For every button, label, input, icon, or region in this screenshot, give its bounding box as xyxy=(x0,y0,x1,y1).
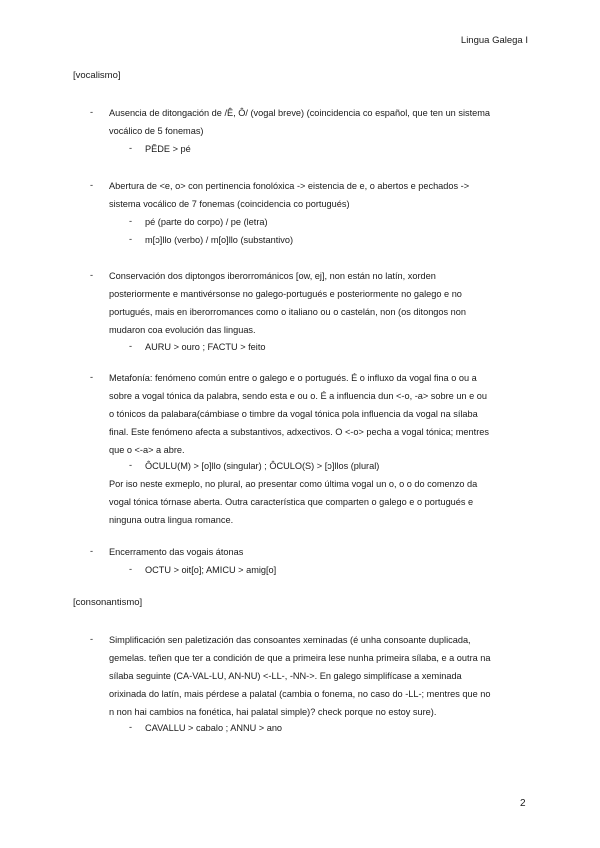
text-line: Ausencia de ditongación de /Ê, Ô/ (vogal breve) (coincidencia co español, que ten un sistema xyxy=(109,108,490,118)
example-line: pé (parte do corpo) / pe (letra) xyxy=(145,217,268,227)
text-line: ninguna outra lingua romance. xyxy=(109,515,234,525)
text-line: Simplificación sen paletización das consoantes xeminadas (é unha consoante duplicada, xyxy=(109,635,471,645)
text-line: sílaba seguinte (CA-VAL-LU, AN-NU) <-LL-, -NN->. En galego simplifícase a xeminada xyxy=(109,671,462,681)
text-line: Por iso neste exmeplo, no plural, ao presentar como última vogal un o, o o do comenzo da xyxy=(109,479,478,489)
list-item-text xyxy=(109,104,527,140)
example-line: AURU > ouro ; FACTU > feito xyxy=(145,342,266,352)
list-item-text xyxy=(109,177,527,213)
text-line: o tónicos da palabara(cámbiase o timbre da vogal tónica pola influencia da vogal na sílaba xyxy=(109,409,478,419)
text-line: sobre a vogal tónica da palabra, sendo esta e ou o. É a influencia dun <-o, -a> sobre un e ou xyxy=(109,391,487,401)
example-line: m[ɔ]llo (verbo) / m[o]llo (substantivo) xyxy=(145,235,294,245)
text-line: Metafonía: fenómeno común entre o galego e o portugués. É o influxo da vogal fina o ou a xyxy=(109,373,477,383)
list-item-text xyxy=(109,631,527,721)
sub-bullet-dash: - xyxy=(129,564,133,574)
list-item-text xyxy=(109,369,527,459)
text-line: gemelas. teñen que ter a condición de que a primeira lese nunha primeira sílaba, e a outra na xyxy=(109,653,491,663)
bullet-dash: - xyxy=(90,180,94,190)
sub-bullet-dash: - xyxy=(129,143,133,153)
example-line: OCTU > oit[o]; AMICU > amig[o] xyxy=(145,565,277,575)
text-line: Encerramento das vogais átonas xyxy=(109,547,244,557)
section-title-vocalismo: [vocalismo] xyxy=(73,70,121,81)
bullet-dash: - xyxy=(90,270,94,280)
continuation-paragraph xyxy=(109,475,527,529)
text-line: Abertura de <e, o> con pertinencia fonolóxica -> eistencia de e, o abertos e pechados -> xyxy=(109,181,470,191)
text-line: n non hai cambios na fonética, hai palatal simple)? check porque no estoy sure). xyxy=(109,707,437,717)
sub-bullet-dash: - xyxy=(129,341,133,351)
example-line: PĔDE > pé xyxy=(145,144,191,154)
text-line: Conservación dos diptongos iberorrománicos [ow, ej], non están no latín, xorden xyxy=(109,271,436,281)
text-line: portugués, mais en iberorromances como o italiano ou o castelán, non (os ditongos non xyxy=(109,307,466,317)
bullet-dash: - xyxy=(90,634,94,644)
page-number: 2 xyxy=(520,798,526,809)
text-line: orixinada do latín, mais pérdese a palatal (cambia o fonema, no caso do -LL-; mentres que no xyxy=(109,689,491,699)
bullet-dash: - xyxy=(90,372,94,382)
text-line: posteriormente e mantivérsonse no galego-portugués e posteriormente no galego e no xyxy=(109,289,462,299)
list-item-text xyxy=(109,543,527,561)
sub-bullet-dash: - xyxy=(129,460,133,470)
text-line: mudaron coa evolución das linguas. xyxy=(109,325,256,335)
text-line: final. Este fenómeno afecta a substantivos, adxectivos. O <-o> pecha a vogal tónica; mentres xyxy=(109,427,489,437)
text-line: que o <-a> a abre. xyxy=(109,445,185,455)
sub-bullet-dash: - xyxy=(129,234,133,244)
bullet-dash: - xyxy=(90,546,94,556)
list-item-text xyxy=(109,267,527,339)
bullet-dash: - xyxy=(90,107,94,117)
text-line: vocálico de 5 fonemas) xyxy=(109,126,204,136)
page-header: Lingua Galega I xyxy=(460,35,528,46)
text-line: vogal tónica tórnase aberta. Outra característica que comparten o galego e o portugués e xyxy=(109,497,474,507)
sub-bullet-dash: - xyxy=(129,722,133,732)
sub-bullet-dash: - xyxy=(129,216,133,226)
example-line: ÔCULU(M) > [o]llo (singular) ; ÔCULO(S) > [ɔ]llos (plural) xyxy=(145,461,380,471)
text-line: sistema vocálico de 7 fonemas (coincidencia co portugués) xyxy=(109,199,350,209)
example-line: CAVALLU > cabalo ; ANNU > ano xyxy=(145,723,283,733)
section-title-consonantismo: [consonantismo] xyxy=(73,597,143,608)
